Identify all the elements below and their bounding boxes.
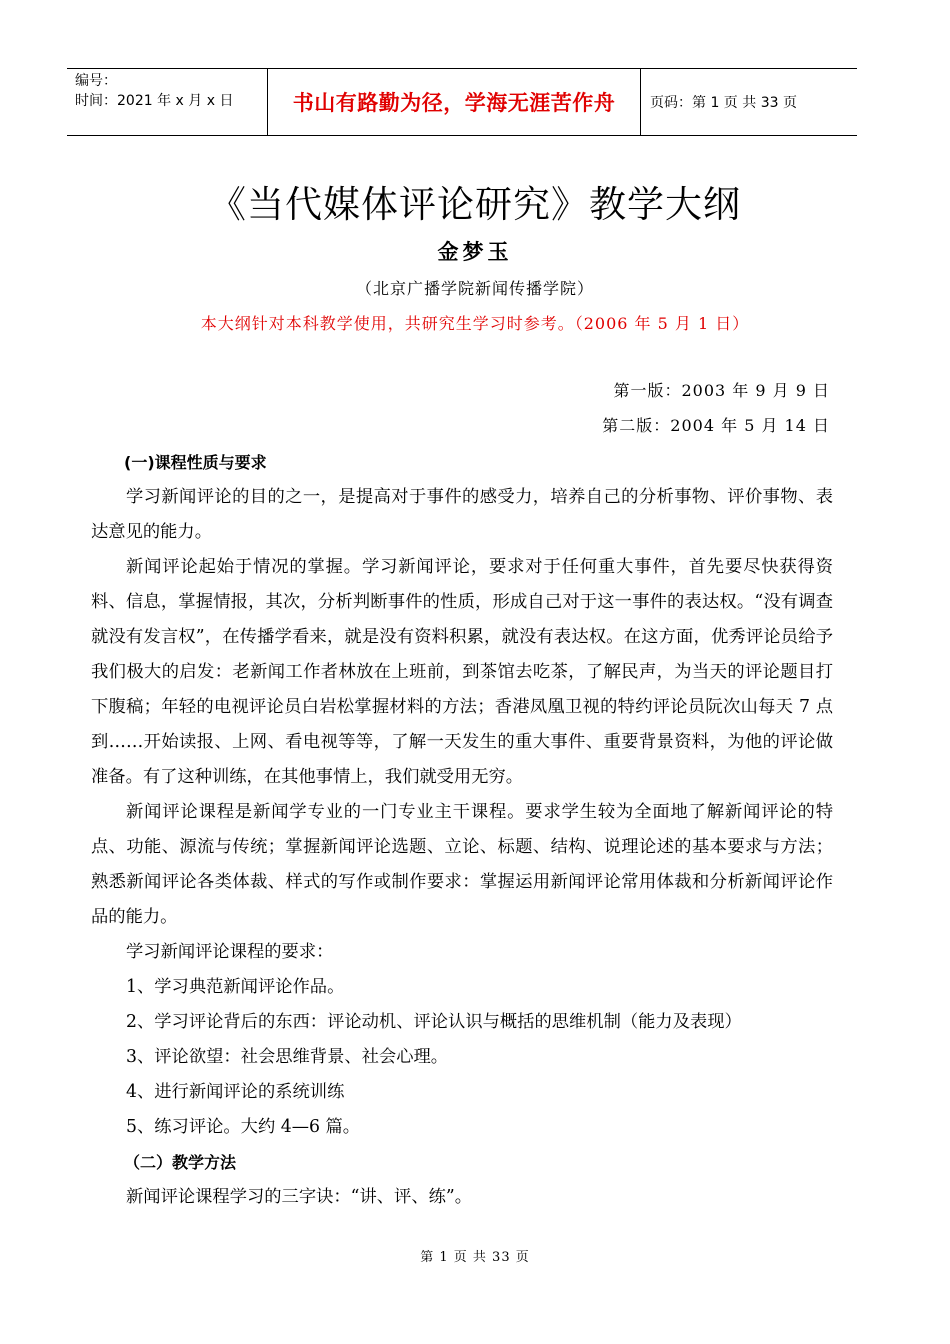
institution: （北京广播学院新闻传播学院） — [355, 279, 594, 298]
document-body — [91, 445, 833, 1215]
section-heading-method: （二）教学方法 — [124, 1153, 237, 1172]
paragraph: 新闻评论起始于情况的掌握。学习新闻评论，要求对于任何重大事件，首先要尽快获得资料、信息，掌握情报，其次，分析判断事件的性质，形成自己对于这一事件的表达权。“没有调查就没有发言权”，在传播学看来，就是没有资料积累，就没有表达权。在这方面，优秀评论员给予我们极大的启发：老新闻工作者林放在上班前，到茶馆去吃茶，了解民声，为当天的评论题目打下腹稿；年轻的电视评论员白岩松掌握材料的方法；香港凤凰卫视的特约评论员阮次山每天 7 点到……开始读报、上网、看电视等等，了解一天发生的重大事件、重要背景资料，为他的评论做准备。有了这种训练，在其他事情上，我们就受用无穷。 — [91, 557, 833, 787]
paragraph: 新闻评论课程学习的三字诀：“讲、评、练”。 — [126, 1187, 473, 1207]
list-item: 1、学习典范新闻评论作品。 — [126, 977, 345, 997]
paragraph: 学习新闻评论的目的之一，是提高对于事件的感受力，培养自己的分析事物、评价事物、表达意见的能力。 — [91, 487, 833, 542]
document-header — [67, 68, 857, 136]
list-item: 4、进行新闻评论的系统训练 — [126, 1082, 345, 1102]
page-footer: 第 1 页 共 33 页 — [420, 1250, 530, 1265]
usage-note: 本大纲针对本科教学使用，共研究生学习时参考。（2006 年 5 月 1 日） — [200, 314, 750, 333]
header-meta — [67, 69, 268, 135]
paragraph: 新闻评论课程是新闻学专业的一门专业主干课程。要求学生较为全面地了解新闻评论的特点、功能、源流与传统；掌握新闻评论选题、立论、标题、结构、说理论述的基本要求与方法；熟悉新闻评论各类体裁、样式的写作或制作要求：掌握运用新闻评论常用体裁和分析新闻评论作品的能力。 — [91, 802, 833, 927]
paragraph: 学习新闻评论课程的要求： — [126, 942, 334, 962]
number-label: 编号： — [75, 73, 117, 89]
document-title: 《当代媒体评论研究》教学大纲 — [209, 183, 741, 226]
author-name: 金梦玉 — [437, 239, 513, 264]
list-item: 2、学习评论背后的东西：评论动机、评论认识与概括的思维机制（能力及表现） — [126, 1012, 742, 1032]
list-item: 3、评论欲望：社会思维背景、社会心理。 — [126, 1047, 449, 1067]
version-first: 第一版：2003 年 9 月 9 日 — [613, 381, 830, 400]
section-heading-nature: (一)课程性质与要求 — [124, 453, 267, 472]
header-motto: 书山有路勤为径，学海无涯苦作舟 — [268, 69, 641, 135]
header-page-info: 页码：第 1 页 共 33 页 — [650, 95, 797, 111]
list-item: 5、练习评论。大约 4—6 篇。 — [126, 1117, 361, 1137]
version-second: 第二版：2004 年 5 月 14 日 — [602, 416, 830, 435]
time-label: 时间：2021 年 x 月 x 日 — [75, 93, 234, 109]
